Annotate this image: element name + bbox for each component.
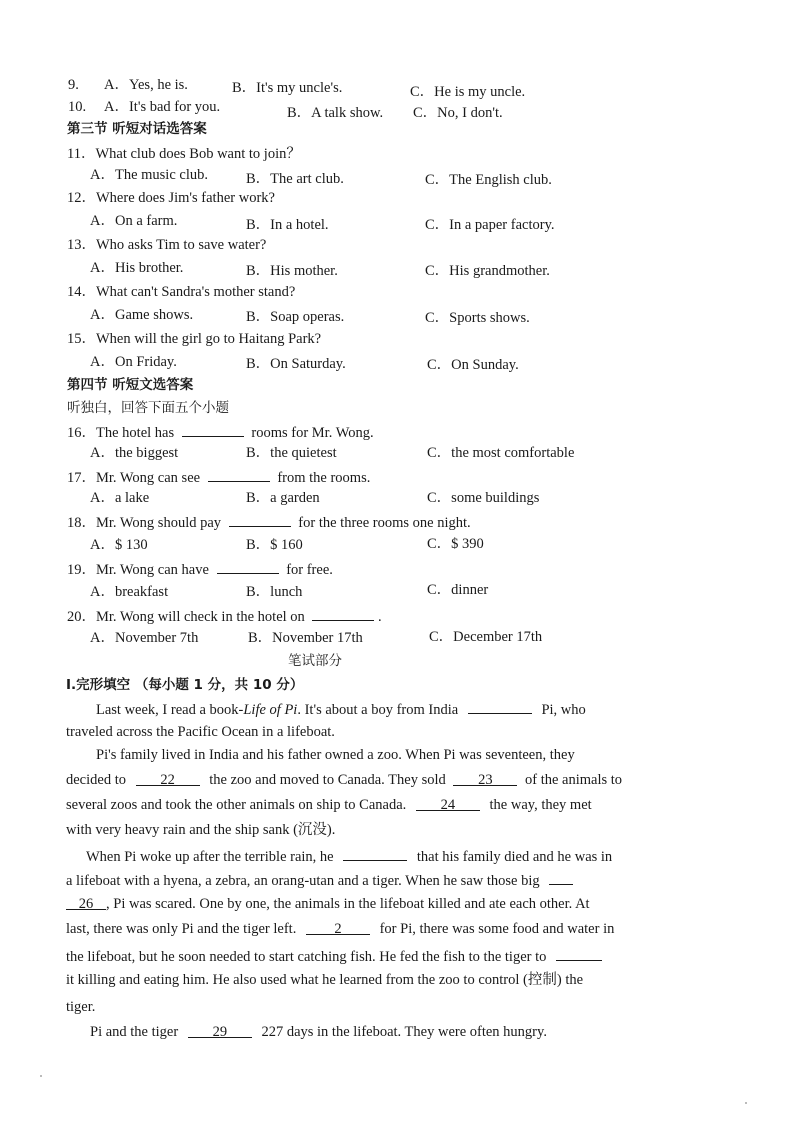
cloze-line (66, 920, 614, 938)
option-b: B．A talk show. (287, 105, 384, 121)
question-text: 17．Mr. Wong can see (67, 470, 201, 486)
cloze-text: 227 days in the lifeboat. They were often hungry. (261, 1024, 547, 1040)
option-a: A．November 7th (90, 630, 199, 646)
option-b: B．It's my uncle's. (232, 80, 343, 96)
question-12: 12．Where does Jim's father work? (67, 190, 275, 206)
cloze-blank-28 (556, 946, 602, 961)
option-c: C．On Sunday. (427, 357, 519, 373)
option-b: B．In a hotel. (246, 217, 329, 233)
cloze-blank-27: 2 (306, 920, 370, 935)
question-text-end: from the rooms. (277, 470, 371, 486)
cloze-line (66, 870, 573, 890)
cloze-line (96, 699, 586, 719)
cloze-text: the zoo and moved to Canada. They sold (209, 772, 446, 788)
cloze-line (66, 796, 592, 814)
question-15: 15．When will the girl go to Haitang Park? (67, 331, 322, 347)
cloze-blank-25 (343, 846, 407, 861)
cloze-line (66, 946, 602, 966)
option-c: C．His grandmother. (425, 263, 550, 279)
question-13: 13．Who asks Tim to save water? (67, 237, 267, 253)
option-c: C．some buildings (427, 490, 540, 506)
answer-blank (229, 512, 291, 527)
cloze-line: it killing and eating him. He also used what he learned from the zoo to control (控制) the (66, 972, 584, 988)
option-c: C．$ 390 (427, 536, 484, 552)
question-text-end: rooms for Mr. Wong. (251, 425, 374, 441)
cloze-text: Last week, I read a book- (96, 702, 244, 718)
question-text-end: . (378, 609, 382, 625)
cloze-text: , Pi was scared. One by one, the animals in the lifeboat killed and ate each other. At (106, 896, 590, 912)
option-c: C．The English club. (425, 172, 552, 188)
option-c: C．the most comfortable (427, 445, 575, 461)
option-c: C．dinner (427, 582, 489, 598)
section-3-heading: 第三节 听短对话选答案 (67, 121, 207, 137)
option-a: A．The music club. (90, 167, 208, 183)
option-c: C．He is my uncle. (410, 84, 526, 100)
cloze-blank-24: 24 (416, 796, 480, 811)
question-text: 16．The hotel has (67, 425, 175, 441)
cloze-line: tiger. (66, 999, 96, 1015)
option-c: C．In a paper factory. (425, 217, 555, 233)
question-text: 19．Mr. Wong can have (67, 562, 209, 578)
cloze-text: for Pi, there was some food and water in (379, 921, 615, 937)
answer-blank (312, 606, 374, 621)
cloze-heading: I.完形填空 （每小题 1 分，共 10 分） (66, 677, 304, 693)
question-11: 11．What club does Bob want to join？ (67, 146, 301, 162)
cloze-text: Pi, who (541, 702, 586, 718)
question-text-end: for free. (286, 562, 333, 578)
cloze-text: of the animals to (525, 772, 623, 788)
cloze-blank-22: 22 (136, 771, 200, 786)
question-18 (67, 512, 471, 532)
option-a: A．On Friday. (90, 354, 177, 370)
question-10-number: 10. (68, 99, 87, 115)
cloze-text: that his family died and he was in (416, 849, 613, 865)
option-b: B．a garden (246, 490, 320, 506)
option-a: A．Yes, he is. (104, 77, 188, 93)
question-17 (67, 467, 370, 487)
cloze-text: decided to (66, 772, 126, 788)
scan-speck (40, 1075, 42, 1077)
option-a: A．Game shows. (90, 307, 194, 323)
section-4-heading: 第四节 听短文选答案 (67, 377, 194, 393)
question-14: 14．What can't Sandra's mother stand? (67, 284, 296, 300)
book-title: Life of Pi (243, 702, 298, 718)
cloze-line (66, 771, 622, 789)
option-b: B．the quietest (246, 445, 337, 461)
cloze-text: the lifeboat, but he soon needed to start catching fish. He fed the fish to the tiger to (66, 949, 547, 965)
cloze-text: Pi and the tiger (90, 1024, 179, 1040)
cloze-text: . It's about a boy from India (297, 702, 459, 718)
option-a: A．a lake (90, 490, 150, 506)
cloze-line (86, 846, 612, 866)
option-a: A．the biggest (90, 445, 179, 461)
answer-blank (208, 467, 270, 482)
option-b: B．lunch (246, 584, 303, 600)
option-a: A．His brother. (90, 260, 184, 276)
cloze-text: the way, they met (489, 797, 592, 813)
option-c: C．December 17th (429, 629, 543, 645)
option-c: C．No, I don't. (413, 105, 503, 121)
section-4-instruction: 听独白，回答下面五个小题 (67, 400, 229, 416)
question-20 (67, 606, 382, 626)
question-9 (68, 76, 104, 94)
cloze-line (90, 1023, 547, 1041)
option-a: A．$ 130 (90, 537, 148, 553)
cloze-text: several zoos and took the other animals on ship to Canada. (66, 797, 407, 813)
cloze-blank-23: 23 (453, 771, 517, 786)
option-b: B．November 17th (248, 630, 363, 646)
option-c: C．Sports shows. (425, 310, 530, 326)
option-a: A．It's bad for you. (104, 99, 221, 115)
question-19 (67, 559, 333, 579)
cloze-text: last, there was only Pi and the tiger left. (66, 921, 297, 937)
cloze-text: a lifeboat with a hyena, a zebra, an orang-utan and a tiger. When he saw those big (66, 873, 540, 889)
option-b: B．Soap operas. (246, 309, 345, 325)
cloze-line (66, 895, 590, 913)
question-text-end: for the three rooms one night. (298, 515, 471, 531)
scan-speck (745, 1102, 747, 1104)
option-b: B．$ 160 (246, 537, 303, 553)
cloze-text: When Pi woke up after the terrible rain, he (86, 849, 334, 865)
question-text: 20．Mr. Wong will check in the hotel on (67, 609, 305, 625)
option-b: B．The art club. (246, 171, 344, 187)
question-number: 9. (68, 77, 79, 93)
cloze-blank-21 (468, 699, 532, 714)
written-part-heading: 笔试部分 (288, 653, 342, 669)
option-b: B．On Saturday. (246, 356, 346, 372)
cloze-blank-26-start (549, 870, 573, 885)
cloze-line: with very heavy rain and the ship sank (沉没). (66, 822, 336, 838)
cloze-blank-26: 26 (66, 895, 106, 910)
question-text: 18．Mr. Wong should pay (67, 515, 222, 531)
option-a: A．On a farm. (90, 213, 178, 229)
question-16 (67, 422, 374, 442)
cloze-line: traveled across the Pacific Ocean in a lifeboat. (66, 724, 335, 740)
answer-blank (182, 422, 244, 437)
cloze-line: Pi's family lived in India and his father owned a zoo. When Pi was seventeen, they (96, 747, 575, 763)
cloze-blank-29: 29 (188, 1023, 252, 1038)
option-a: A．breakfast (90, 584, 169, 600)
answer-blank (217, 559, 279, 574)
option-b: B．His mother. (246, 263, 338, 279)
